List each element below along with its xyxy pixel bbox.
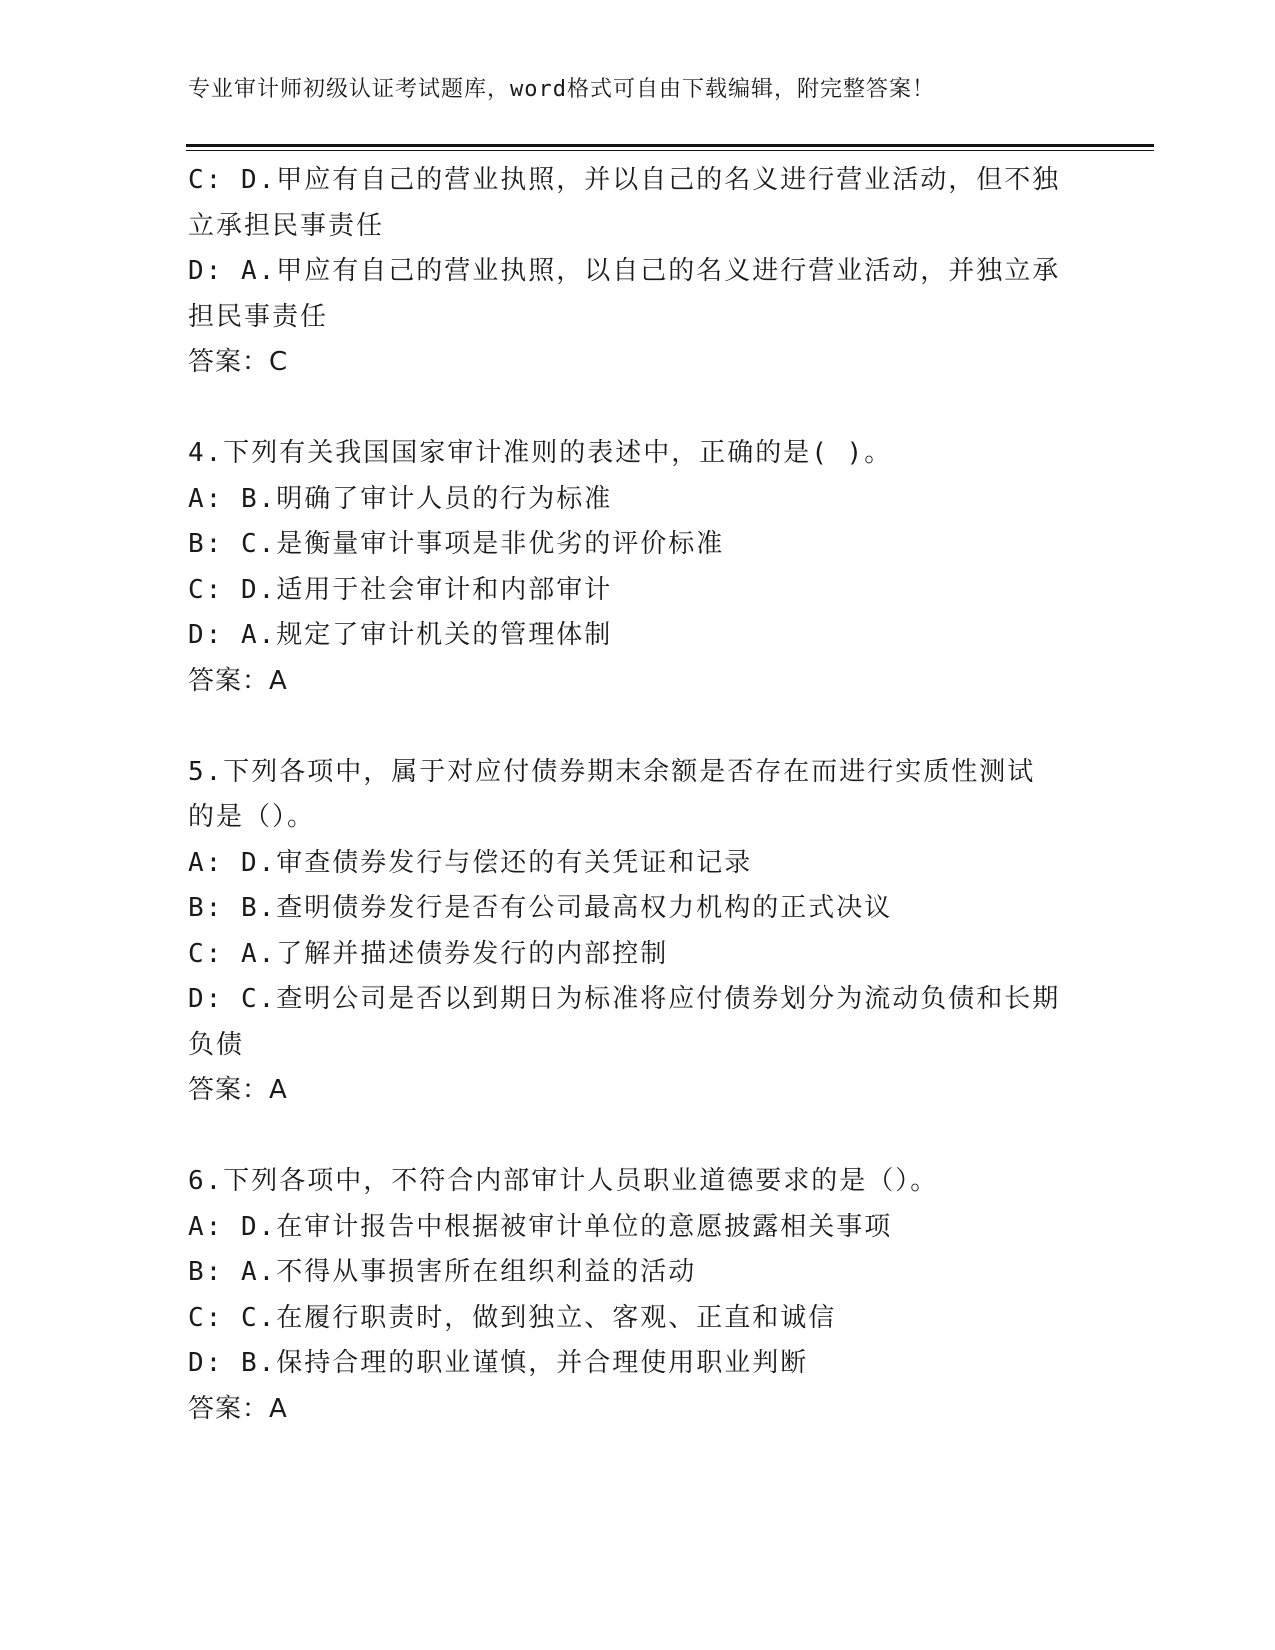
option-line: B: B.查明债券发行是否有公司最高权力机构的正式决议 xyxy=(188,893,893,923)
answer-line: 答案：A xyxy=(188,1075,288,1105)
answer-line: 答案：A xyxy=(188,1393,288,1424)
option-line: D: A.甲应有自己的营业执照，以自己的名义进行营业活动，并独立承 xyxy=(188,256,1061,286)
header-divider-thin xyxy=(186,150,1154,151)
option-line: D: C.查明公司是否以到期日为标准将应付债券划分为流动负债和长期 xyxy=(188,984,1061,1014)
question-block-5 xyxy=(188,750,1088,1114)
option-line: D: A.规定了审计机关的管理体制 xyxy=(188,620,613,650)
option-line: A: D.在审计报告中根据被审计单位的意愿披露相关事项 xyxy=(188,1211,893,1242)
question-block-4 xyxy=(188,431,1088,704)
question-list xyxy=(188,158,1088,1432)
block-spacer xyxy=(188,1114,1088,1160)
option-line: C: C.在履行职责时，做到独立、客观、正直和诚信 xyxy=(188,1302,837,1333)
option-line: B: A.不得从事损害所在组织利益的活动 xyxy=(188,1257,697,1287)
option-line: C: D.适用于社会审计和内部审计 xyxy=(188,574,613,605)
option-line: B: C.是衡量审计事项是非优劣的评价标准 xyxy=(188,529,725,559)
option-line: A: B.明确了审计人员的行为标准 xyxy=(188,483,613,514)
option-line: 立承担民事责任 xyxy=(188,210,385,241)
block-spacer xyxy=(188,704,1088,750)
question-line: 5.下列各项中，属于对应付债券期末余额是否存在而进行实质性测试 xyxy=(188,756,1036,787)
answer-line: 答案：C xyxy=(188,347,289,377)
page-header: 专业审计师初级认证考试题库，word格式可自由下载编辑，附完整答案！ xyxy=(188,77,935,102)
option-line: C: D.甲应有自己的营业执照，并以自己的名义进行营业活动，但不独 xyxy=(188,165,1061,195)
answer-line: 答案：A xyxy=(188,665,288,696)
option-line: 负债 xyxy=(188,1029,245,1060)
question-line: 4.下列有关我国国家审计准则的表述中，正确的是( )。 xyxy=(188,438,893,468)
question-line: 6.下列各项中，不符合内部审计人员职业道德要求的是（）。 xyxy=(188,1166,939,1196)
option-line: 担民事责任 xyxy=(188,301,329,332)
block-spacer xyxy=(188,386,1088,432)
option-line: A: D.审查债券发行与偿还的有关凭证和记录 xyxy=(188,847,753,878)
question-line: 的是（）。 xyxy=(188,802,316,832)
option-line: C: A.了解并描述债券发行的内部控制 xyxy=(188,938,669,969)
header-divider-thick xyxy=(186,144,1154,147)
question-block-6 xyxy=(188,1159,1088,1432)
question-block-3 xyxy=(188,158,1088,386)
option-line: D: B.保持合理的职业谨慎，并合理使用职业判断 xyxy=(188,1348,809,1378)
